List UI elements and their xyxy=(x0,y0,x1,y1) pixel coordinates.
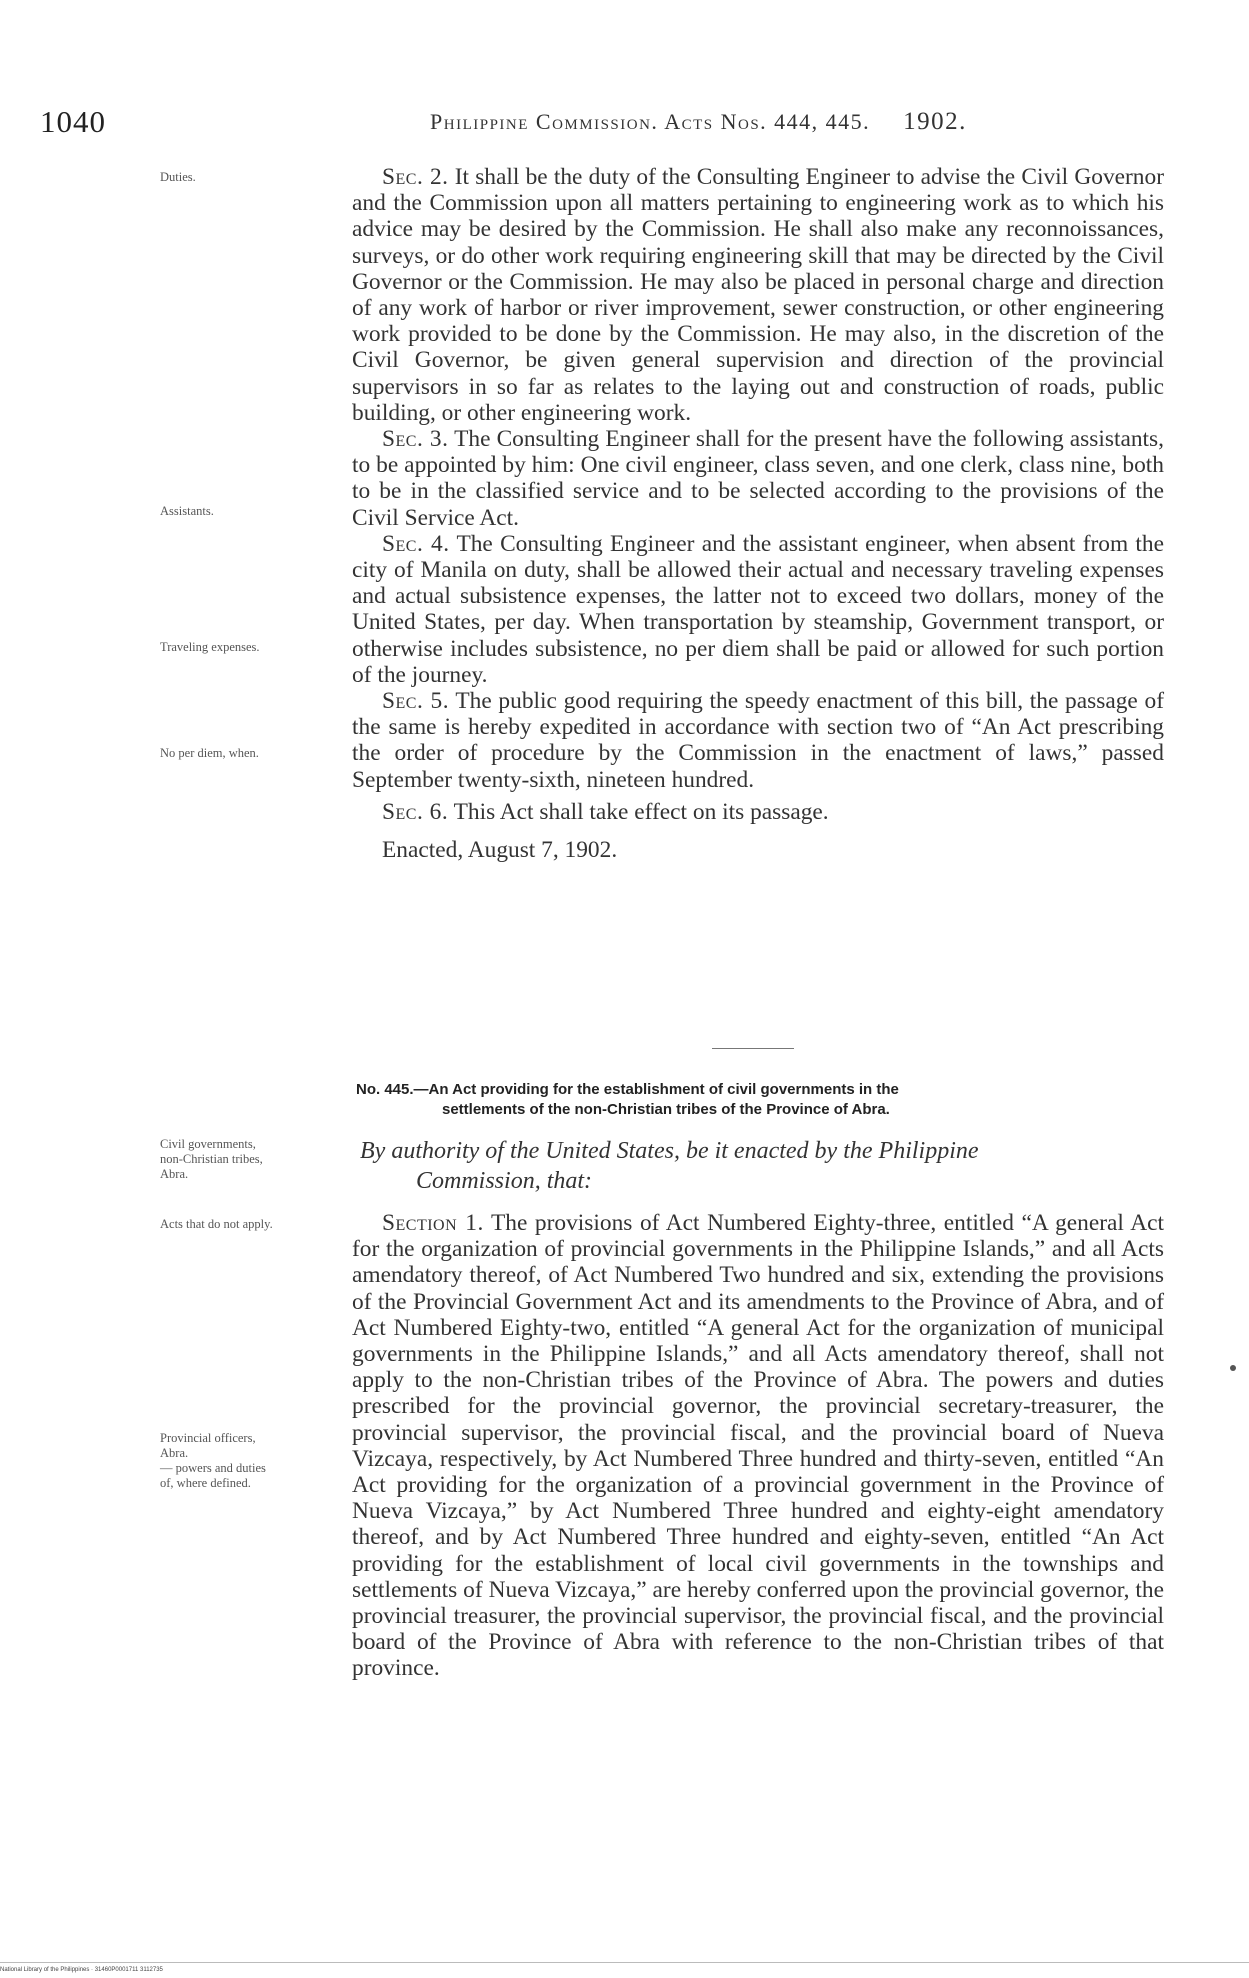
section-6-text: This Act shall take effect on its passage. xyxy=(453,798,829,825)
margin-note-assistants: Assistants. xyxy=(160,504,214,518)
margin-note-civil-governments: Civil governments, non-Christian tribes, Abra. xyxy=(160,1137,263,1181)
section-4-text: The Consulting Engineer and the assistant engineer, when absent from the city of Manila on duty, shall be allowed their actual and necessary traveling expenses and actual subsistence expenses, the latter not to exceed two dollars, money of the United States, per day. When transportation by steamship, Government transport, or otherwise includes subsistence, no per diem shall be paid or allowed for such portion of the journey. xyxy=(352,530,1164,688)
section-2 xyxy=(352,164,1164,426)
act-445-heading-line1: No. 445.—An Act providing for the establishment of civil governments in the xyxy=(356,1081,899,1098)
act-445-section-1 xyxy=(352,1210,1164,1682)
running-head-year: 1902. xyxy=(903,108,967,135)
section-6 xyxy=(352,799,1164,825)
act-445-body xyxy=(352,1210,1164,1682)
enacted-date: Enacted, August 7, 1902. xyxy=(382,837,618,864)
act-445-section-1-text: The provisions of Act Numbered Eighty-three, entitled “A general Act for the organization of provincial governments in the Philippine Islands,” and all Acts amendatory thereof, of Act Numbered Two hundred and six, extending the provisions of the Provincial Government Act and its amendments to the Province of Abra, and of Act Numbered Eighty-two, entitled “A general Act for the organization of municipal governments in the Philippine Islands,” and all Acts amendatory thereof, shall not apply to the non-Christian tribes of the Province of Abra. The powers and duties prescribed for the provincial governor, the provincial secretary-treasurer, the provincial supervisor, the provincial fiscal, and the provincial board of Nueva Vizcaya, respectively, by Act Numbered Three hundred and thirty-seven, entitled “An Act providing for the organization of a provincial government in the Province of Nueva Vizcaya,” by Act Numbered Three hundred and eighty-eight amendatory thereof, and by Act Numbered Three hundred and eighty-seven, entitled “An Act providing for the establishment of local civil governments in the townships and settlements of Nueva Vizcaya,” are hereby conferred upon the provincial governor, the provincial treasurer, the provincial supervisor, the provincial fiscal, and the provincial board of the Province of Abra with reference to the non-Christian tribes of that province. xyxy=(352,1210,1164,1682)
section-2-text: It shall be the duty of the Consulting Engineer to advise the Civil Governor and the Commission upon all matters pertaining to engineering work as to which his advice may be desired by the Commission. He shall also make any reconnoissances, surveys, or do other work requiring engineering skill that may be directed by the Civil Governor or the Commission. He may also be placed in personal charge and direction of any work of harbor or river improvement, sewer construction, or other engineering work provided to be done by the Commission. He may also, in the discretion of the Civil Governor, be given general supervision and direction of the provincial supervisors in so far as relates to the laying out and construction of roads, public building, or other engineering work. xyxy=(352,164,1164,426)
act-445-heading xyxy=(356,1080,1166,1120)
margin-note-acts-not-apply: Acts that do not apply. xyxy=(160,1217,273,1231)
footer-imprint: National Library of the Philippines · 31460P0001711 3112735 xyxy=(0,1967,163,1973)
margin-note-duties: Duties. xyxy=(160,170,196,184)
section-6-label: Sec. 6. xyxy=(382,798,449,825)
enacting-clause-line1: By authority of the United States, be it enacted by the Philippine xyxy=(360,1138,979,1164)
section-4-label: Sec. 4. xyxy=(382,530,450,557)
running-head-title: Philippine Commission. Acts Nos. 444, 445. xyxy=(430,109,871,134)
section-5-text: The public good requiring the speedy enactment of this bill, the passage of the same is hereby expedited in accordance with section two of “An Act prescribing the order of procedure by the Commission in the enactment of laws,” passed September twenty-sixth, nineteen hundred. xyxy=(352,688,1164,793)
margin-note-no-per-diem: No per diem, when. xyxy=(160,746,259,760)
section-4 xyxy=(352,531,1164,688)
scan-speck xyxy=(1230,1365,1236,1371)
section-3-label: Sec. 3. xyxy=(382,426,449,453)
margin-note-powers-duties: — powers and duties of, where defined. xyxy=(160,1461,266,1490)
page-number: 1040 xyxy=(40,104,106,139)
running-head xyxy=(430,108,967,136)
section-2-label: Sec. 2. xyxy=(382,164,449,190)
enacting-clause xyxy=(360,1136,1165,1196)
section-5-label: Sec. 5. xyxy=(382,688,450,715)
section-3-text: The Consulting Engineer shall for the present have the following assistants, to be appointed by him: One civil engineer, class seven, and one clerk, class nine, both to be in the classified service and to be selected according to the provisions of the Civil Service Act. xyxy=(352,426,1164,531)
section-5 xyxy=(352,688,1164,793)
margin-note-provincial-officers: Provincial officers, Abra. xyxy=(160,1431,256,1460)
margin-note-traveling-expenses: Traveling expenses. xyxy=(160,640,260,654)
section-divider xyxy=(712,1048,794,1049)
act-445-heading-line2: settlements of the non-Christian tribes of the Province of Abra. xyxy=(442,1101,890,1118)
section-3 xyxy=(352,426,1164,531)
act-444-body xyxy=(352,164,1164,863)
bottom-rule xyxy=(0,1962,1249,1963)
enacting-clause-line2: Commission, that: xyxy=(416,1168,593,1194)
act-445-section-1-label: Section 1. xyxy=(382,1210,484,1236)
